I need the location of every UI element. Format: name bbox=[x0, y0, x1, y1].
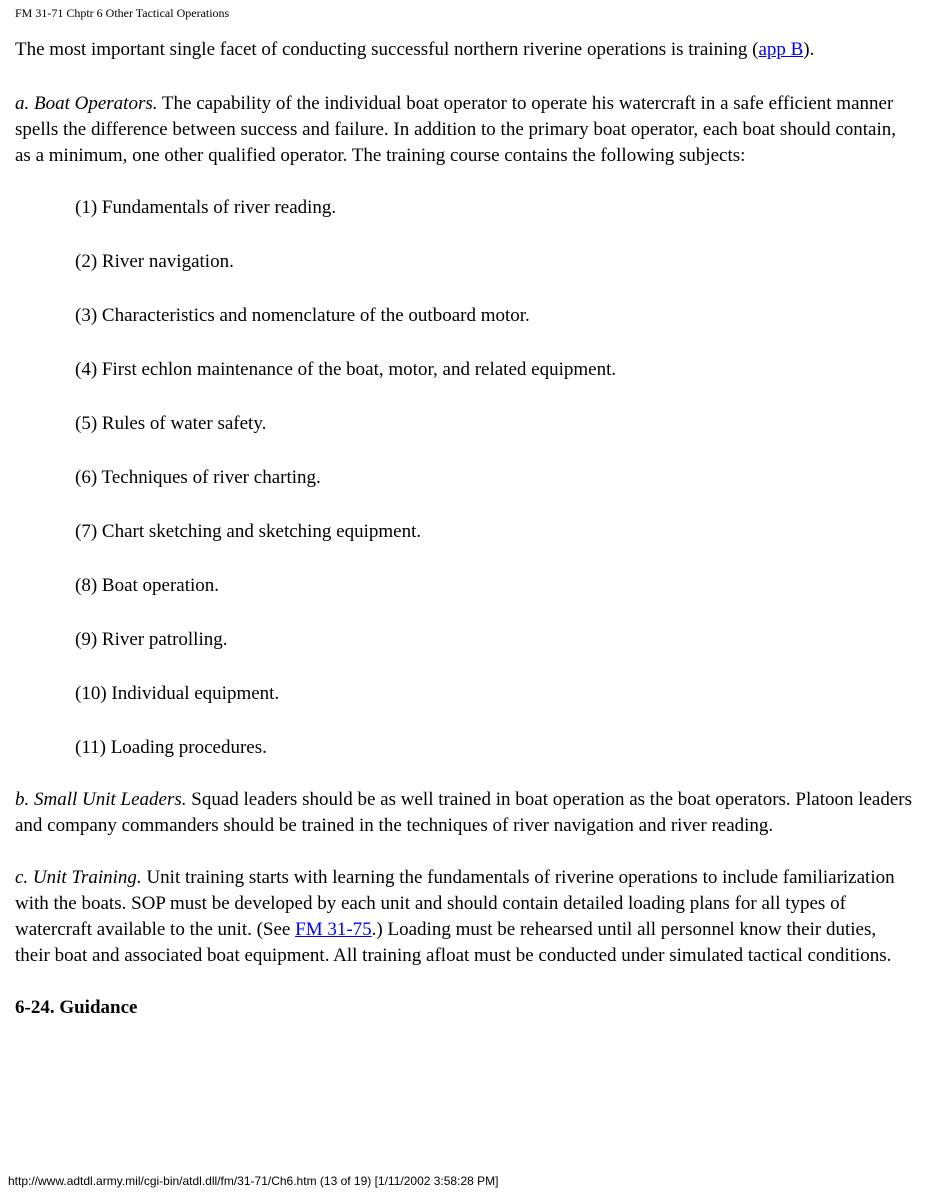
page-header: FM 31-71 Chptr 6 Other Tactical Operations bbox=[15, 6, 230, 20]
app-b-link[interactable]: app B bbox=[758, 39, 804, 60]
subject-item: (6) Techniques of river charting. bbox=[75, 467, 321, 488]
small-unit-leaders-label: b. Small Unit Leaders. bbox=[15, 789, 187, 810]
subject-item: (4) First echlon maintenance of the boat, motor, and related equipment. bbox=[75, 359, 617, 380]
unit-training-label: c. Unit Training. bbox=[15, 867, 142, 888]
unit-training-text-after: .) Loading must be rehearsed until all personnel know their duties, their boat and associated boat equipment. All training afloat must be conducted under simulated tactical conditions. bbox=[15, 919, 892, 966]
boat-operators-text: The capability of the individual boat operator to operate his watercraft in a safe efficient manner spells the difference between success and failure. In addition to the primary boat operator, each boat should contain, as a minimum, one other qualified operator. The training course contains the following subjects: bbox=[15, 93, 897, 166]
boat-operators-label: a. Boat Operators. bbox=[15, 93, 158, 114]
fm-31-75-link[interactable]: FM 31-75 bbox=[295, 919, 372, 940]
small-unit-leaders-paragraph bbox=[15, 787, 915, 839]
intro-paragraph bbox=[15, 37, 915, 63]
guidance-heading: 6-24. Guidance bbox=[15, 997, 138, 1018]
subject-item: (11) Loading procedures. bbox=[75, 737, 267, 758]
unit-training-paragraph bbox=[15, 865, 915, 969]
subject-item: (1) Fundamentals of river reading. bbox=[75, 197, 337, 218]
small-unit-leaders-text: Squad leaders should be as well trained in boat operation as the boat operators. Platoon leaders and company commanders should be trained in the techniques of river navigation and river reading. bbox=[15, 789, 913, 836]
subject-item: (5) Rules of water safety. bbox=[75, 413, 267, 434]
intro-text-after: ). bbox=[803, 39, 815, 60]
subject-item: (9) River patrolling. bbox=[75, 629, 228, 650]
subject-item: (8) Boat operation. bbox=[75, 575, 220, 596]
subject-item: (10) Individual equipment. bbox=[75, 683, 280, 704]
unit-training-text-before: Unit training starts with learning the fundamentals of riverine operations to include familiarization with the boats. SOP must be developed by each unit and should contain detailed loading plans for all types of watercraft available to the unit. (See bbox=[15, 867, 895, 940]
subjects-list bbox=[15, 195, 915, 761]
subject-item: (7) Chart sketching and sketching equipment. bbox=[75, 521, 422, 542]
subject-item: (3) Characteristics and nomenclature of the outboard motor. bbox=[75, 305, 530, 326]
subject-item: (2) River navigation. bbox=[75, 251, 234, 272]
document-body bbox=[15, 37, 915, 1021]
page-footer: http://www.adtdl.army.mil/cgi-bin/atdl.dll/fm/31-71/Ch6.htm (13 of 19) [1/11/2002 3:58:28 PM] bbox=[8, 1174, 499, 1188]
boat-operators-paragraph bbox=[15, 91, 915, 169]
intro-text-before: The most important single facet of conducting successful northern riverine operations is training ( bbox=[15, 39, 759, 60]
